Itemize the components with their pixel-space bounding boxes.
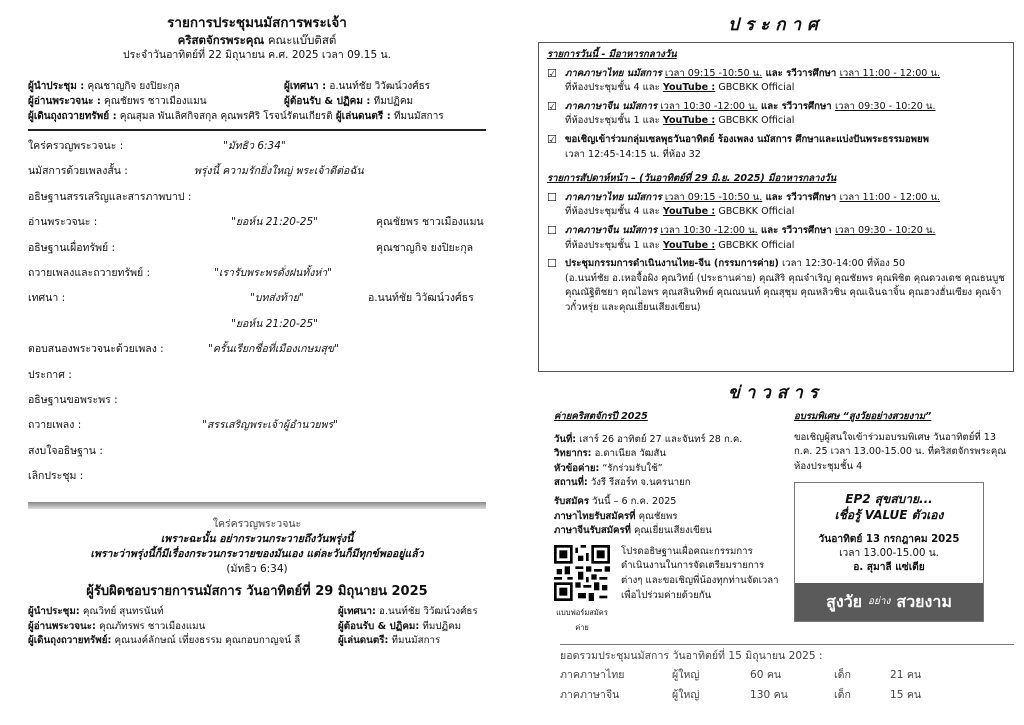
church-name-main: คริสตจักรพระคุณ bbox=[177, 33, 265, 47]
role-offering: ผู้เดินถุงถวายทรัพย์ : คุณสุมล พันเลิศกิจสกุล คุณพรศิริ โรจน์รัตนเกียรติ ผู้เล่นดนตรี : ทีมนมัสการ bbox=[28, 111, 444, 122]
announce-item: ☐ ภาคภาษาไทย นมัสการ เวลา 09:15 -10:50 น. และ รวีวารศึกษา เวลา 11:00 - 12:00 น. ที่ห้องประชุมชั้น 4 และ YouTube : GBCBKK Official bbox=[547, 191, 1005, 220]
qr-caption: แบบฟอร์มสมัครค่าย bbox=[556, 608, 608, 632]
program-item: เทศนา : "บทส่งท้าย" อ.นนท์ชัย วิวัฒน์วงศ์ธร bbox=[28, 292, 474, 305]
program-item: อธิษฐานขอพระพร : bbox=[28, 393, 118, 406]
poster-banner: สูงวัย อย่าง สวยงาม bbox=[795, 583, 983, 621]
nw-leader: ผู้นำประชุม: คุณวิทย์ สุนทรนันท์ bbox=[28, 606, 164, 618]
youtube-link[interactable]: YouTube : bbox=[662, 82, 716, 94]
attendance-row: ภาคภาษาจีน ผู้ใหญ่ 130 คน เด็ก 15 คน bbox=[560, 688, 922, 701]
announce-item: ☑ ขอเชิญเข้าร่วมกลุ่มเซลพุธวันอาทิตย์ ร้องเพลง นมัสการ ศึกษาและแบ่งปันพระธรรมอพยพ เวลา 12:45-14:15 น. ที่ห้อง 32 bbox=[547, 133, 1005, 162]
nw-musician: ผู้เล่นดนตรี: ทีมนมัสการ bbox=[338, 635, 441, 647]
announcements-column bbox=[538, 14, 1014, 704]
attendance-title: ยอดรวมประชุมนมัสการ วันอาทิตย์ที่ 15 มิถุนายน 2025 : bbox=[560, 644, 1014, 664]
order-of-service bbox=[28, 14, 486, 649]
page-title: รายการประชุมนมัสการพระเจ้า bbox=[167, 15, 347, 31]
program-item: เลิกประชุม : bbox=[28, 470, 84, 483]
checkbox-empty-icon: ☐ bbox=[547, 223, 557, 237]
program-item: ถวายเพลงและถวายทรัพย์ : "เรารับพระพรดั่งฝนทั้งห่า" bbox=[28, 266, 332, 279]
checkbox-checked-icon: ☑ bbox=[547, 66, 557, 80]
attendance-row: ภาคภาษาไทย ผู้ใหญ่ 60 คน เด็ก 21 คน bbox=[560, 668, 922, 681]
announce-item: ☑ ภาคภาษาไทย นมัสการ เวลา 09:15 -10:50 น. และ รวีวารศึกษา เวลา 11:00 - 12:00 น. ที่ห้องประชุมชั้น 4 และ YouTube : GBCBKK Official bbox=[547, 67, 1005, 96]
attendance-stats bbox=[560, 644, 1014, 704]
program-list bbox=[28, 137, 486, 492]
divider bbox=[28, 129, 486, 131]
poster-headline: EP2 สุขสบาย... เชื่อรู้ VALUE ตัวเอง bbox=[834, 492, 944, 523]
program-item: ถวายเพลง : "สรรเสริญพระเจ้าผู้อำนวยพร" bbox=[28, 419, 338, 432]
program-item: ตอบสนองพระวจนะด้วยเพลง : "ครั้นเรียกชื่อที่เมืองเกษมสุข" bbox=[28, 343, 339, 356]
training-poster bbox=[794, 482, 984, 622]
nw-reader: ผู้อ่านพระวจนะ: คุณภัทรพร ชาวเมืองแมน bbox=[28, 620, 206, 632]
program-item: สงบใจอธิษฐาน : bbox=[28, 444, 103, 457]
announce-item: ☐ ภาคภาษาจีน นมัสการ เวลา 10:30 -12:00 น. และ รวีวารศึกษา เวลา 09:30 - 10:20 น. ที่ห้องประชุมชั้น 1 และ YouTube : GBCBKK Official bbox=[547, 224, 1005, 253]
youtube-link[interactable]: YouTube : bbox=[662, 239, 716, 251]
section-divider bbox=[28, 502, 486, 509]
role-reader: ผู้อ่านพระวจนะ : คุณชัยพร ชาวเมืองแมน bbox=[28, 96, 207, 107]
next-week-roles bbox=[28, 605, 486, 649]
church-name bbox=[28, 32, 486, 48]
service-date: ประจำวันอาทิตย์ที่ 22 มิถุนายน ค.ศ. 2025 เวลา 09.15 น. bbox=[123, 49, 391, 61]
program-item: นมัสการด้วยเพลงสั้น : พรุ่งนี้ ความรักยิ่งใหญ่ พระเจ้าดีต่อฉัน bbox=[28, 165, 364, 178]
camp-news: ค่ายคริสตจักรปี 2025 วันที่: เสาร์ 26 อาทิตย์ 27 และจันทร์ 28 ก.ค. วิทยากร: อ.ดาเนียล วัฒสัน หัวข้อค่าย: “รักร่วมรับใช้” สถานที่: วังรี รีสอร์ท จ.นครนายก รับสมัคร วันนี้ – 6 ก.ค. 2025 ภาษาไทยรับสมัครที่ คุณชัยพร ภาษาจีนรับสมัครที่ คุณเยี่ยนเสียงเขียน แบบฟอร์มสมัครค่าย โปรดอธิษฐานเผื่อคณะกรรมการดำเนินงานในการจัดเตรียมรายการต่างๆ และขอเชิญพี่น้องทุกท่านจัดเวลาเพื่อไปร่วมค่ายด้วยกัน bbox=[554, 410, 780, 636]
next-week-title: ผู้รับผิดชอบรายการนมัสการ วันอาทิตย์ที่ 29 มิถุนายน 2025 bbox=[86, 584, 428, 600]
nw-preacher: ผู้เทศนา: อ.นนท์ชัย วิวัฒน์วงศ์ธร bbox=[338, 606, 478, 618]
roles bbox=[28, 79, 486, 124]
news-section bbox=[538, 410, 1014, 636]
program-item: อธิษฐานสรรเสริญและสารภาพบาป : bbox=[28, 190, 192, 203]
today-heading: รายการวันนี้ - มีอาหารกลางวัน bbox=[547, 49, 677, 60]
announce-item: ☐ ประชุมกรรมการดำเนินงานไทย-จีน (กรรมการค่าย) เวลา 12:30-14:00 ที่ห้อง 50 (อ.นนท์ชัย อ.เหอจื้อผิง คุณวิทย์ (ประธานค่าย) คุณสิริ คุณจำเริญ คุณชัยพร คุณพิชิต คุณดวงเดช คุณธนบูช คุณณัฐิติชยา คุณไอพร คุณสลินทิพย์ คุณณนนท์ คุณสุชุม คุณหลิวชิน คุณเฉินฉาจิ้น คุณฮวงฮั่นเซียง คุณจ้าวกั๋วหรุ่ย และคุณเยี่ยนเสียงเขียน) bbox=[547, 257, 1005, 315]
youtube-link[interactable]: YouTube : bbox=[662, 206, 716, 218]
program-item: ประกาศ : bbox=[28, 368, 72, 381]
youtube-link[interactable]: YouTube : bbox=[662, 115, 716, 127]
nw-welcome: ผู้ต้อนรับ & ปฏิคม: ทีมปฏิคม bbox=[338, 620, 462, 632]
news-title: ข่าวสาร bbox=[728, 383, 824, 403]
training-news: อบรมพิเศษ “สูงวัยอย่างสวยงาม” ขอเชิญผู้สนใจเข้าร่วมอบรมพิเศษ วันอาทิตย์ที่ 13 ก.ค. 25 เวลา 13.00-15.00 น. ที่คริสตจักรพระคุณ ห้องประชุมชั้น 4 EP2 สุขสบาย... เชื่อรู้ VALUE ตัวเอง วันอาทิตย์ 13 กรกฎาคม 2025 เวลา 13.00-15.00 น. อ. สุมาลี แซ่เตีย สูงวัย อย่าง สวยงาม bbox=[794, 410, 1014, 636]
program-item: "ยอห์น 21:20-25" bbox=[231, 317, 318, 330]
announcements-title: ประกาศ bbox=[728, 15, 824, 35]
program-item: อ่านพระวจนะ : "ยอห์น 21:20-25" คุณชัยพร ชาวเมืองแมน bbox=[28, 216, 484, 229]
announcements-box bbox=[538, 42, 1014, 372]
role-preacher: ผู้เทศนา : อ.นนท์ชัย วิวัฒน์วงศ์ธร bbox=[284, 81, 431, 92]
camp-prayer-note: โปรดอธิษฐานเผื่อคณะกรรมการดำเนินงานในการจัดเตรียมรายการต่างๆ และขอเชิญพี่น้องทุกท่านจัดเวลาเพื่อไปร่วมค่ายด้วยกัน bbox=[621, 545, 779, 601]
poster-details: วันอาทิตย์ 13 กรกฎาคม 2025 เวลา 13.00-15.00 น. อ. สุมาลี แซ่เตีย bbox=[818, 534, 960, 573]
next-week-heading: รายการสัปดาห์หน้า – (วันอาทิตย์ที่ 29 มิ.ย. 2025) มีอาหารกลางวัน bbox=[547, 173, 837, 185]
checkbox-empty-icon: ☐ bbox=[547, 257, 557, 271]
announce-item: ☑ ภาคภาษาจีน นมัสการ เวลา 10:30 -12:00 น. และ รวีวารศึกษา เวลา 09:30 - 10:20 น. ที่ห้องประชุมชั้น 1 และ YouTube : GBCBKK Official bbox=[547, 100, 1005, 129]
role-welcome: ผู้ต้อนรับ & ปฏิคม : ทีมปฏิคม bbox=[284, 96, 414, 107]
registration-qr-code[interactable] bbox=[554, 545, 610, 601]
checkbox-checked-icon: ☑ bbox=[547, 99, 557, 113]
nw-offering: ผู้เดินถุงถวายทรัพย์: คุณนงค์ลักษณ์ เที่ยงธรรม คุณกอบกาญจน์ ลี bbox=[28, 635, 301, 647]
role-leader: ผู้นำประชุม : คุณชาญกิจ ยงปิยะกุล bbox=[28, 81, 180, 92]
checkbox-empty-icon: ☐ bbox=[547, 190, 557, 204]
checkbox-checked-icon: ☑ bbox=[547, 132, 557, 146]
program-item: ใคร่ครวญพระวจนะ : "มัทธิว 6:34" bbox=[28, 140, 286, 152]
meditation-verse: ใคร่ครวญพระวจนะ เพราะฉะนั้น อย่ากระวนกระวายถึงวันพรุ่งนี้ เพราะว่าพรุ่งนี้ก็มีเรื่องกระวนกระวายของมันเอง แต่ละวันก็มีทุกข์พออยู่แล้ว (มัทธิว 6:34) bbox=[90, 518, 424, 576]
church-name-suffix: คณะแบ๊บติสต์ bbox=[267, 33, 337, 47]
program-item: อธิษฐานเผื่อทรัพย์ : คุณชาญกิจ ยงปิยะกุล bbox=[28, 241, 474, 254]
